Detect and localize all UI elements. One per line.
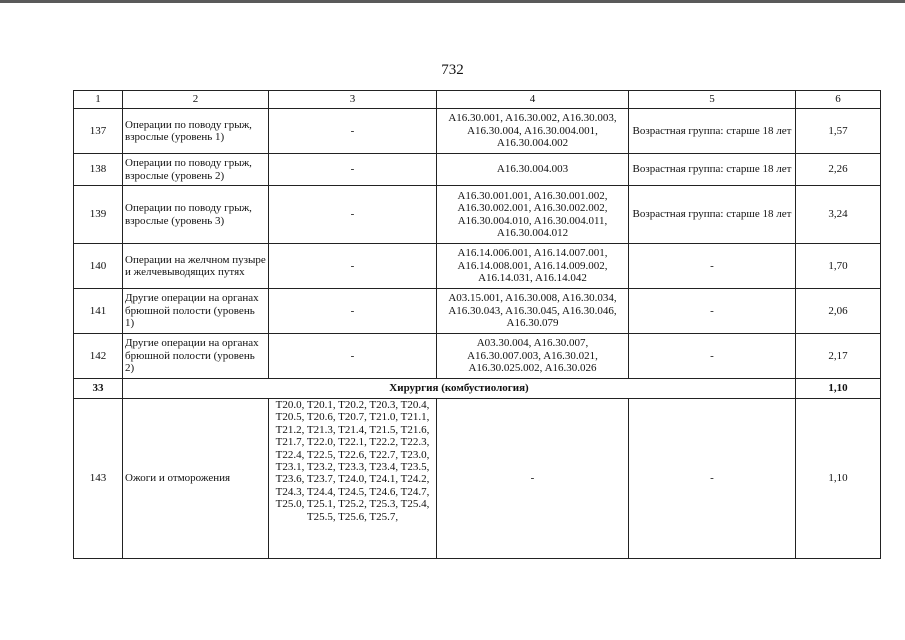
table-row <box>74 399 881 559</box>
section-number: 33 <box>74 379 123 399</box>
row-col3: - <box>269 154 437 186</box>
row-name: Операции по поводу грыж, взрослые (уровень 1) <box>123 109 269 154</box>
section-row <box>74 379 881 399</box>
row-name: Операции на желчном пузыре и желчевыводящих путях <box>123 244 269 289</box>
row-number: 138 <box>74 154 123 186</box>
header-cell-6: 6 <box>796 91 881 109</box>
section-coefficient: 1,10 <box>796 379 881 399</box>
row-col5: Возрастная группа: старше 18 лет <box>629 109 796 154</box>
row-col6: 2,06 <box>796 289 881 334</box>
row-col5: - <box>629 289 796 334</box>
table-row <box>74 334 881 379</box>
table-header-row <box>74 91 881 109</box>
row-name: Другие операции на органах брюшной полости (уровень 2) <box>123 334 269 379</box>
row-col6: 1,10 <box>796 399 881 559</box>
row-col3-diagnosis-codes: T20.0, T20.1, T20.2, T20.3, T20.4, T20.5, T20.6, T20.7, T21.0, T21.1, T21.2, T21.3, T21.4, T21.5, T21.6, T21.7, T22.0, T22.1, T22.2, T22.3, T22.4, T22.5, T22.6, T22.7, T23.0, T23.1, T23.2, T23.3, T23.4, T23.5, T23.6, T23.7, T24.0, T24.1, T24.2, T24.3, T24.4, T24.5, T24.6, T24.7, T25.0, T25.1, T25.2, T25.3, T25.4, T25.5, T25.6, T25.7, <box>269 399 437 559</box>
top-border-line <box>0 0 905 3</box>
table-row <box>74 109 881 154</box>
table-row <box>74 289 881 334</box>
row-col3: - <box>269 334 437 379</box>
section-title: Хирургия (комбустиология) <box>123 379 796 399</box>
row-col4: A03.30.004, A16.30.007, A16.30.007.003, A16.30.021, A16.30.025.002, A16.30.026 <box>437 334 629 379</box>
header-cell-5: 5 <box>629 91 796 109</box>
row-name: Другие операции на органах брюшной полости (уровень 1) <box>123 289 269 334</box>
row-col4: A16.30.001.001, A16.30.001.002, A16.30.002.001, A16.30.002.002, A16.30.004.010, A16.30.004.011, A16.30.004.012 <box>437 186 629 244</box>
row-number: 142 <box>74 334 123 379</box>
row-name: Операции по поводу грыж, взрослые (уровень 2) <box>123 154 269 186</box>
row-col6: 2,26 <box>796 154 881 186</box>
page-number: 732 <box>441 62 464 78</box>
row-col6: 3,24 <box>796 186 881 244</box>
table-row <box>74 186 881 244</box>
tariff-table <box>73 90 881 559</box>
row-number: 140 <box>74 244 123 289</box>
row-col6: 1,57 <box>796 109 881 154</box>
row-col6: 1,70 <box>796 244 881 289</box>
row-col3: - <box>269 186 437 244</box>
row-number: 141 <box>74 289 123 334</box>
row-col5: - <box>629 334 796 379</box>
row-number: 137 <box>74 109 123 154</box>
row-name: Ожоги и отморожения <box>123 399 269 559</box>
row-col3: - <box>269 109 437 154</box>
row-col5: - <box>629 244 796 289</box>
table-row <box>74 154 881 186</box>
row-col3: - <box>269 244 437 289</box>
table-row <box>74 244 881 289</box>
row-col5: Возрастная группа: старше 18 лет <box>629 186 796 244</box>
header-cell-2: 2 <box>123 91 269 109</box>
row-col4: A16.14.006.001, A16.14.007.001, A16.14.008.001, A16.14.009.002, A16.14.031, A16.14.042 <box>437 244 629 289</box>
header-cell-3: 3 <box>269 91 437 109</box>
row-col4: A16.30.001, A16.30.002, A16.30.003, A16.30.004, A16.30.004.001, A16.30.004.002 <box>437 109 629 154</box>
row-col6: 2,17 <box>796 334 881 379</box>
row-name: Операции по поводу грыж, взрослые (уровень 3) <box>123 186 269 244</box>
row-col3: - <box>269 289 437 334</box>
row-number: 143 <box>74 399 123 559</box>
row-col5: - <box>629 399 796 559</box>
header-cell-1: 1 <box>74 91 123 109</box>
row-col4: - <box>437 399 629 559</box>
row-number: 139 <box>74 186 123 244</box>
row-col4: A03.15.001, A16.30.008, A16.30.034, A16.30.043, A16.30.045, A16.30.046, A16.30.079 <box>437 289 629 334</box>
row-col4: A16.30.004.003 <box>437 154 629 186</box>
header-cell-4: 4 <box>437 91 629 109</box>
row-col5: Возрастная группа: старше 18 лет <box>629 154 796 186</box>
